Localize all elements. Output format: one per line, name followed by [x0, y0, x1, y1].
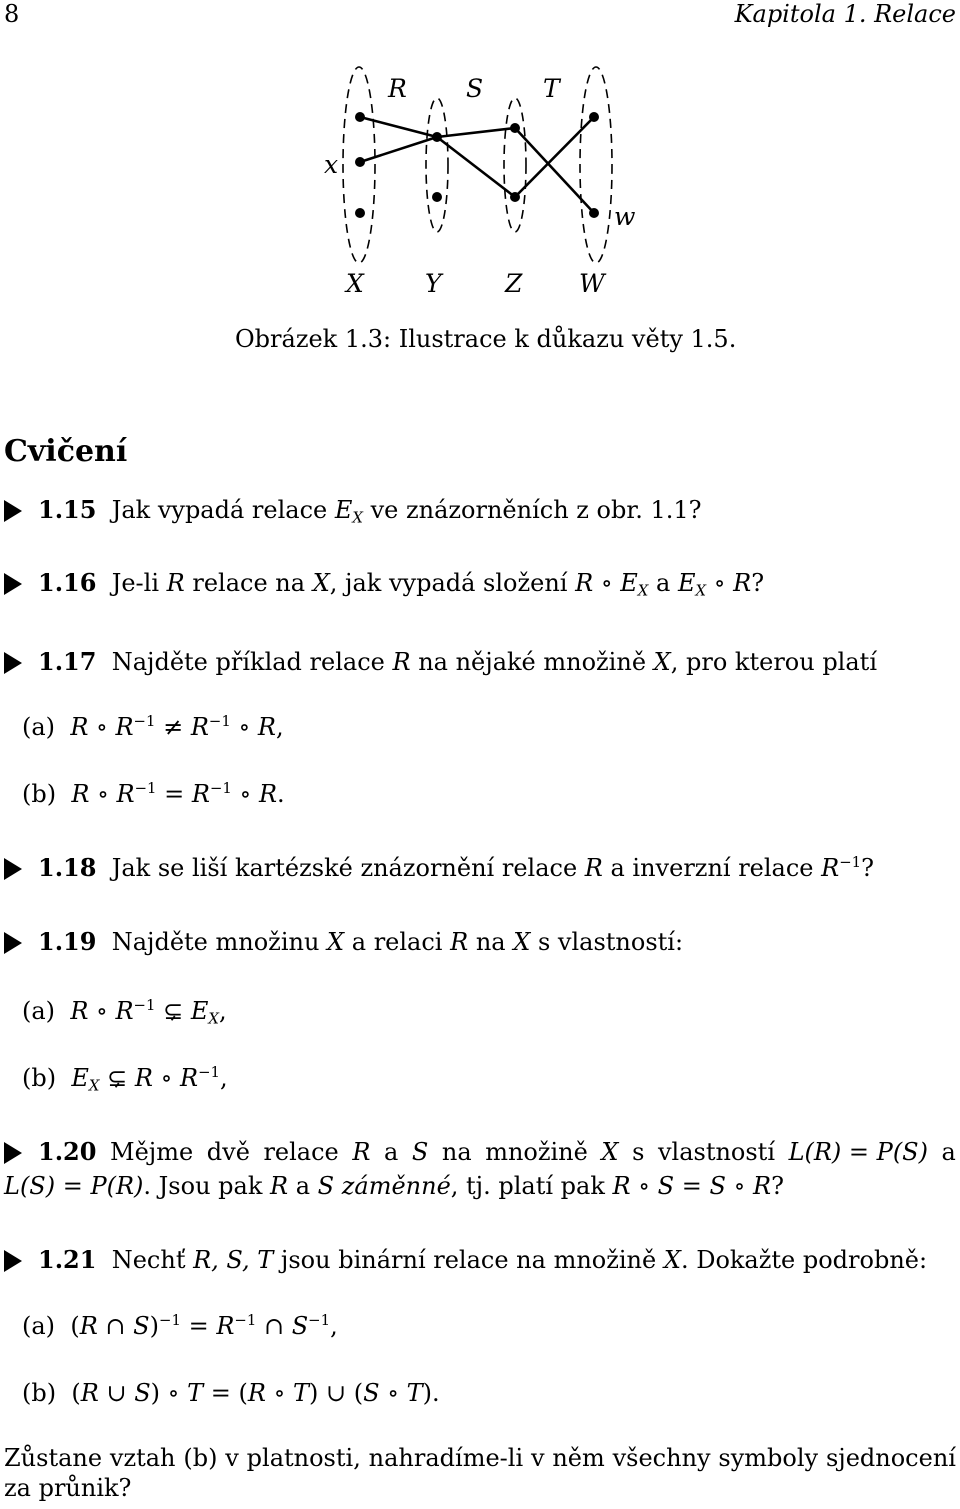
point: [510, 123, 520, 133]
figure-caption: Obrázek 1.3: Ilustrace k důkazu věty 1.5.: [235, 325, 737, 353]
section-title: Cvičení: [4, 434, 128, 469]
exercise-1-18: 1.18 Jak se liší kartézské znázornění relace R a inverzní relace $R^{-1}$?: [38, 853, 875, 883]
edge: [515, 117, 594, 197]
exercise-1-16: 1.16 Je-li R relace na X, jak vypadá složení R ∘ $E_X$ a $E_X$ ∘ R?: [38, 568, 765, 600]
exercise-1-20-line-2: L(S) = P(R). Jsou pak R a S záměnné, tj. platí pak R ∘ S = S ∘ R?: [4, 1172, 784, 1200]
point: [510, 192, 520, 202]
running-title: Kapitola 1. Relace: [734, 0, 956, 28]
exercise-1-21-a: (a) (R ∩ $S)^{-1} = R^{-1}$ ∩ $S^{-1}$,: [22, 1311, 338, 1341]
point: [432, 192, 442, 202]
exercise-1-17: 1.17 Najděte příklad relace R na nějaké množině X, pro kterou platí: [38, 647, 877, 676]
label-T: T: [543, 74, 560, 103]
point: [355, 112, 365, 122]
label-W: W: [579, 269, 605, 298]
exercise-marker-icon: [4, 500, 22, 522]
exercise-marker-icon: [4, 573, 22, 595]
point: [355, 208, 365, 218]
point: [355, 157, 365, 167]
exercise-1-21-b: (b) (R ∪ S) ∘ T = (R ∘ T) ∪ (S ∘ T).: [22, 1379, 440, 1407]
closing-question-line-1: Zůstane vztah (b) v platnosti, nahradíme-li v něm všechny symboly sjednocení: [4, 1444, 956, 1472]
exercise-1-17-a: (a) R ∘ $R^{-1} \ne R^{-1}$ ∘ R,: [22, 712, 284, 742]
exercise-1-21: 1.21 Nechť R, S, T jsou binární relace na množině X. Dokažte podrobně:: [38, 1245, 928, 1274]
label-w: w: [614, 202, 636, 231]
set-W-ellipse: [580, 67, 612, 263]
point: [589, 208, 599, 218]
exercise-marker-icon: [4, 858, 22, 880]
exercise-1-19: 1.19 Najděte množinu X a relaci R na X s vlastností:: [38, 927, 684, 956]
exercise-1-19-a: (a) R ∘ $R^{-1}$ ⊊ $E_X$,: [22, 996, 227, 1028]
label-Z: Z: [505, 269, 523, 298]
set-Y-ellipse: [426, 98, 448, 232]
label-X: X: [346, 269, 364, 298]
edge: [360, 117, 437, 137]
exercise-marker-icon: [4, 1142, 22, 1164]
label-Y: Y: [425, 269, 442, 298]
closing-question-line-2: za průnik?: [4, 1474, 132, 1502]
label-x: x: [324, 150, 339, 179]
edge: [360, 137, 437, 162]
point: [432, 132, 442, 142]
relation-diagram: [0, 55, 960, 365]
label-R: R: [388, 74, 407, 103]
exercise-1-17-b: (b) R ∘ $R^{-1} = R^{-1}$ ∘ R.: [22, 779, 285, 809]
exercise-1-15: 1.15 Jak vypadá relace $E_X$ ve znázorněních z obr. 1.1?: [38, 495, 702, 527]
page-number: 8: [4, 0, 20, 28]
exercise-marker-icon: [4, 1250, 22, 1272]
exercise-marker-icon: [4, 652, 22, 674]
exercise-1-20-line-1: 1.20 Mějme dvě relace R a S na množině X s vlastností L(R) = P(S) a: [38, 1137, 956, 1166]
exercise-marker-icon: [4, 932, 22, 954]
set-Z-ellipse: [504, 98, 526, 232]
edge: [515, 128, 594, 213]
point: [589, 112, 599, 122]
exercise-1-19-b: (b) $E_X$ ⊊ R ∘ $R^{-1}$,: [22, 1063, 228, 1095]
edge: [437, 128, 515, 137]
label-S: S: [466, 74, 484, 103]
